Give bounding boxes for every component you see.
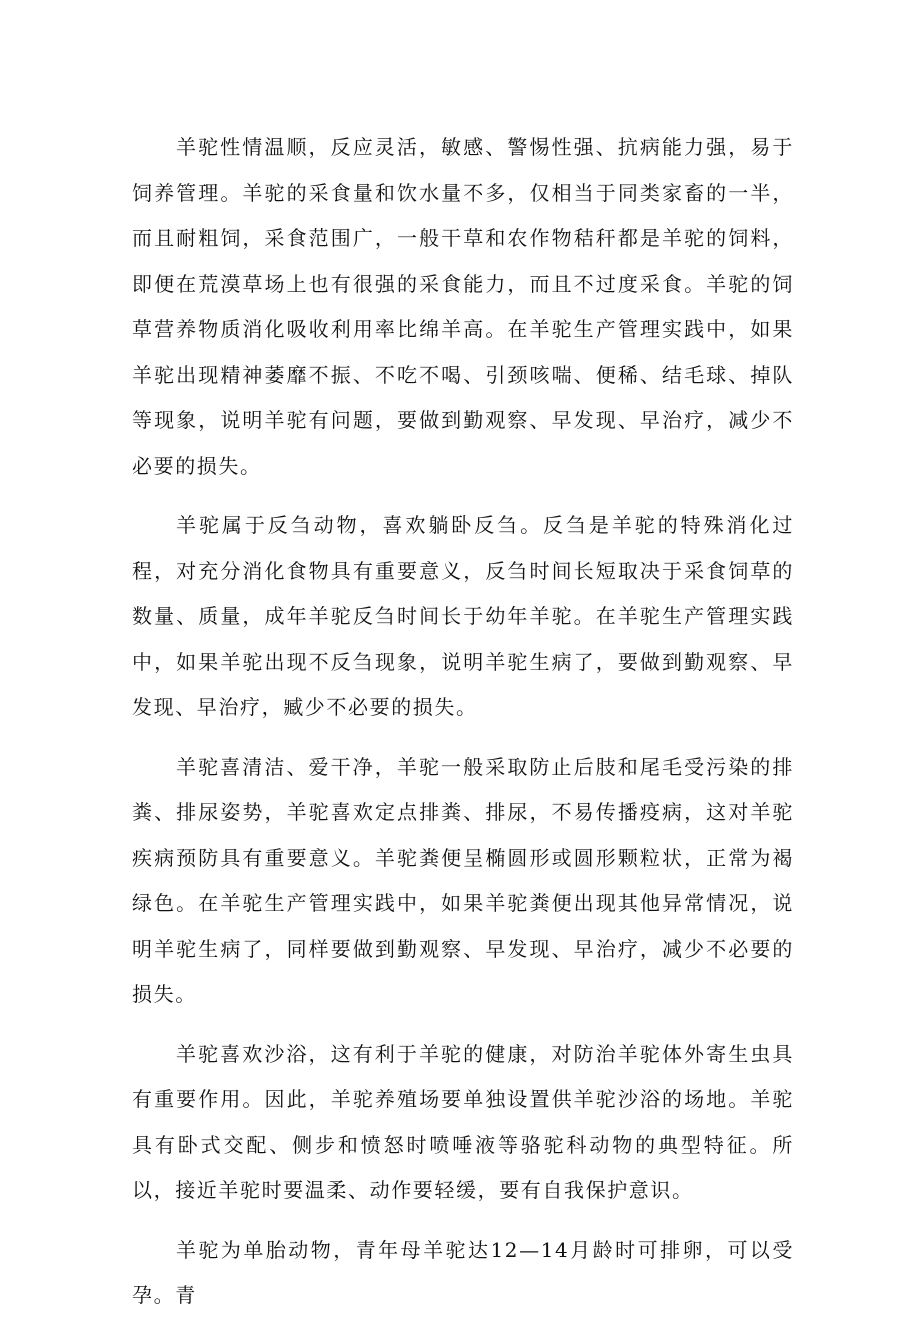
document-body xyxy=(132,125,794,1333)
paragraph-behavior-feeding: 羊驼性情温顺，反应灵活，敏感、警惕性强、抗病能力强，易于饲养管理。羊驼的采食量和饮水量不多，仅相当于同类家畜的一半，而且耐粗饲，采食范围广，一般干草和农作物秸秆都是羊驼的饲料，即便在荒漠草场上也有很强的采食能力，而且不过度采食。羊驼的饲草营养物质消化吸收利用率比绵羊高。在羊驼生产管理实践中，如果羊驼出现精神萎靡不振、不吃不喝、引颈咳喘、便稀、结毛球、掉队等现象，说明羊驼有问题，要做到勤观察、早发现、早治疗，减少不必要的损失。 xyxy=(132,135,794,478)
paragraph-rumination: 羊驼属于反刍动物，喜欢躺卧反刍。反刍是羊驼的特殊消化过程，对充分消化食物具有重要意义，反刍时间长短取决于采食饲草的数量、质量，成年羊驼反刍时间长于幼年羊驼。在羊驼生产管理实践中，如果羊驼出现不反刍现象，说明羊驼生病了，要做到勤观察、早发现、早治疗，臧少不必要的损失。 xyxy=(132,513,794,719)
paragraph-cleanliness: 羊驼喜清洁、爱干净，羊驼一般采取防止后肢和尾毛受污染的排粪、排尿姿势，羊驼喜欢定点排粪、排尿，不易传播疫病，这对羊驼疾病预防具有重要意义。羊驼粪便呈椭圆形或圆形颗粒状，正常为褐绿色。在羊驼生产管理实践中，如果羊驼粪便出现其他异常情况，说明羊驼生病了，同样要做到勤观察、早发现、早治疗，减少不必要的损失。 xyxy=(132,754,794,1006)
paragraph-reproduction: 羊驼为单胎动物，青年母羊驼达12—14月龄时可排卵，可以受孕。青 xyxy=(132,1237,794,1307)
paragraph-sand-bathing: 羊驼喜欢沙浴，这有利于羊驼的健康，对防治羊驼体外寄生虫具有重要作用。因此，羊驼养殖场要单独设置供羊驼沙浴的场地。羊驼具有卧式交配、侧步和愤怒时喷唾液等骆驼科动物的典型特征。所以，接近羊驼时要温柔、动作要轻缓，要有自我保护意识。 xyxy=(132,1041,794,1202)
